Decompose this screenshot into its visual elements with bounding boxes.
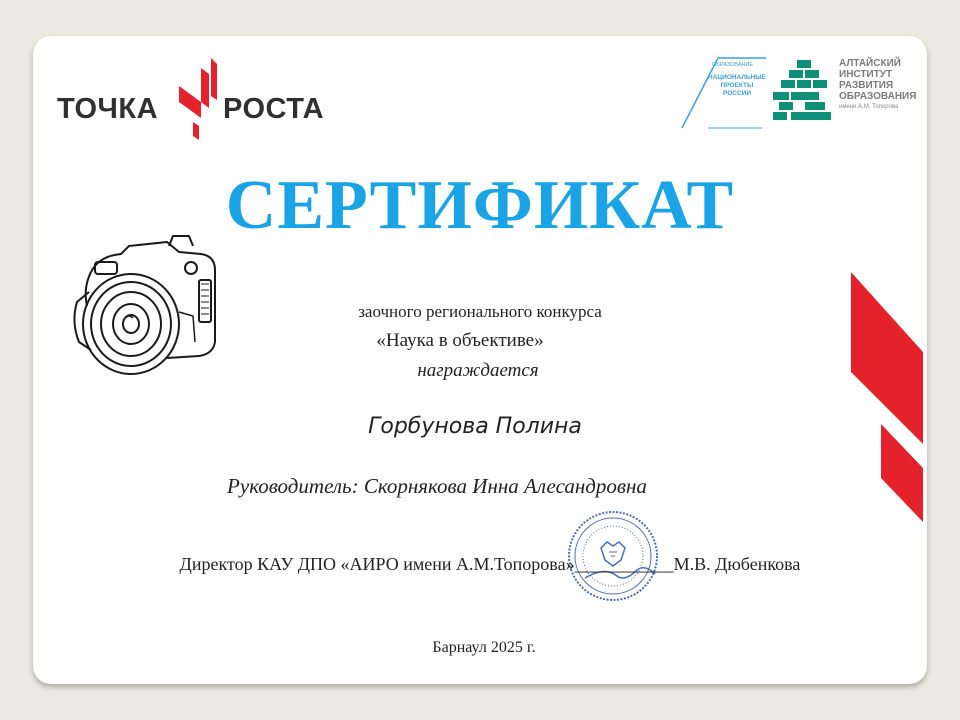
airo-line-2: ИНСТИТУТ <box>839 69 893 80</box>
airo-line-1: АЛТАЙСКИЙ <box>839 58 901 69</box>
recipient-name: Горбунова Полина <box>368 414 582 439</box>
airo-name <box>839 58 927 102</box>
red-flag-icon <box>171 56 227 146</box>
projects-line-3: РОССИИ <box>722 90 752 97</box>
projects-top-label: ОБРАЗОВАНИЕ <box>712 62 754 68</box>
contest-name: «Наука в объективе» <box>376 330 544 351</box>
projects-lines <box>708 74 766 98</box>
airo-mark-icon <box>771 58 837 124</box>
red-decoration-icon <box>837 272 927 532</box>
awarded-label: награждается <box>417 360 539 381</box>
logo-word-2: РОСТА <box>223 93 325 125</box>
airo-logo <box>771 56 921 126</box>
airo-line-3: РАЗВИТИЯ <box>839 80 894 91</box>
projects-line-2: ПРОЕКТЫ <box>720 82 754 89</box>
certificate-card <box>33 36 927 684</box>
contest-line-1: заочного регионального конкурса <box>358 302 602 321</box>
projects-line-1: НАЦИОНАЛЬНЫЕ <box>708 74 766 81</box>
logo-word-1: ТОЧКА <box>57 93 159 125</box>
supervisor-line: Руководитель: Скорнякова Инна Алесандровна <box>227 474 647 498</box>
airo-line-4: ОБРАЗОВАНИЯ <box>839 91 917 102</box>
certificate-title: СЕРТИФИКАТ <box>225 167 735 244</box>
tochka-rosta-logo <box>57 56 357 146</box>
national-projects-logo <box>678 54 770 134</box>
airo-subtitle: имени А.М. Топорова <box>839 104 899 110</box>
city-year: Барнаул 2025 г. <box>432 639 536 656</box>
director-line: Директор КАУ ДПО «АИРО имени А.М.Топорова»___________М.В. Дюбенкова <box>179 554 801 574</box>
